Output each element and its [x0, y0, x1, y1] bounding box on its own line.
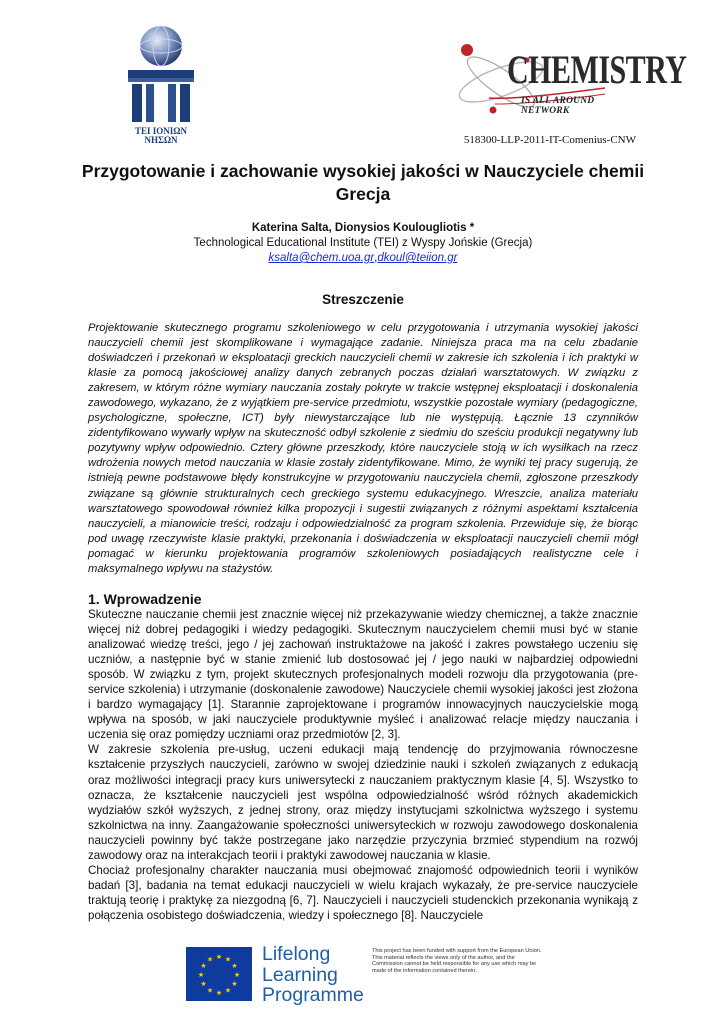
svg-text:★: ★ [231, 962, 238, 970]
intro-paragraph-1: Skuteczne nauczanie chemii jest znacznie więcej niż przekazywanie wiedzy chemicznej, a także znacznie więcej niż dobrej pedagogiki i wiedzy pedagogiki. Skutecznym nauczycielem chemii musi być w stanie analizować wiedzę treści, jego / jej zachowań instruktażowe na jakość i zakres powstałego uczeniu się uczniów, a następnie być w stanie zmienić lub dostosować jej / jego nauki w najbardziej odpowiedni sposób. W związku z tym, projekt skutecznych profesjonalnych modeli rozwoju dla przygotowania (pre-service szkolenia) i utrzymanie (doskonalenie zawodowe) Nauczyciele chemii wysokiej jakości jest złożona i bardzo wymagający [1]. Starannie zaprojektowane i programów innowacyjnych nauczycielskie mogą wpływa na sposób, w jaki nauczyciele produktywnie myśleć i analizować relacje między nauczania i uczenia się oraz pomiędzy uczniami oraz przedmiotów [2, 3]. [88, 608, 638, 742]
tei-emblem-icon [118, 24, 204, 124]
paper-title: Przygotowanie i zachowanie wysokiej jakości w Nauczyciele chemii Grecja [81, 161, 645, 204]
paper-authors: Katerina Salta, Dionysios Koulougliotis * [251, 222, 475, 234]
svg-text:★: ★ [224, 986, 232, 995]
llp-line-3: Programme [262, 984, 364, 1006]
author-emails [80, 252, 646, 264]
tei-logo-text: ΤΕΙ ΙΟΝΙΩΝ ΝΗΣΩΝ [135, 126, 187, 145]
llp-line-1: Lifelong [262, 943, 331, 965]
eu-funding-disclaimer: This project has been funded with support from the European Union. This material reflects the views only of the author, and the Commission cannot be held responsible for any use which may be made of the information contained therein. [372, 948, 542, 974]
svg-text:★: ★ [215, 989, 223, 997]
project-code: 518300-LLP-2011-IT-Comenius-CNW [463, 134, 636, 146]
lifelong-learning-programme-wordmark [262, 944, 364, 1006]
eu-flag-icon [186, 947, 252, 1001]
abstract-heading: Streszczenie [322, 292, 404, 307]
intro-paragraph-2: W zakresie szkolenia pre-usług, uczeni edukacji mają tendencję do przyjmowania równoczesne kształcenie przyszłych nauczycieli, zarówno w swojej dziedzinie nauki i szkoleń związanych z edukacją oraz możliwości integracji pracy kurs uniwersytecki z nauczaniem praktycznym klasie [4, 5]. Wszystko to oznacza, że kształcenie nauczycieli jest wspólna odpowiedzialność wśród różnych akademickich wydziałów szkół wyższych, z jednej strony, oraz między instytucjami szkolnictwa wyższego i systemu szkolnictwa na inny. Zaangażowanie społeczności uniwersyteckich w rozwoju zawodowego doskonalenia nauczycieli powinny być także postrzegane jako narzędzie przyczynia brzmieć stypendium na rozwój zawodowy oraz na interakcjach teorii i praktyki zawodowej nauczania w klasie. [88, 743, 638, 862]
llp-line-2: Learning [262, 963, 338, 986]
svg-text:★: ★ [206, 986, 214, 995]
chemistry-logo-subtitle: IS ALL AROUND NETWORK [521, 96, 595, 116]
email-link-salta[interactable]: ksalta@chem.uoa.gr [268, 252, 375, 264]
svg-text:★: ★ [233, 971, 241, 979]
svg-text:★: ★ [206, 955, 214, 964]
intro-paragraph-3: Chociaż profesjonalny charakter nauczania musi obejmować znajomość odpowiednich teorii i wyników badań [3], badania na temat edukacji nauczycieli w wielu krajach wykazały, że pre-service nauczyciele traktują teorię i praktykę za niezgodną [6, 7]. Nauczycieli i nauczycieli studenckich przekonania wynikają z połączenia osobistego doświadczenia, wiedzy i społecznego [8]. Nauczyciele [88, 863, 638, 922]
svg-text:★: ★ [197, 971, 205, 979]
abstract-text: Projektowanie skutecznego programu szkoleniowego w celu przygotowania i utrzymania wysokiej jakości nauczycieli chemii jest skomplikowane i wymagające zadanie. Niniejsza praca ma na celu zbadanie doświadczeń i przekonań w eksploatacji greckich nauczycieli chemii w zakresie ich szkolenia i ich praktyki w klasie za pomocą jakościowej analizy danych zebranych poczas działań warsztatowych. W związku z zakresem, w którym różne wymiary nauczania zostały pokryte w trakcie wstępnej eksploatacji i doskonalenia zawodowego, wykazano, że z wyjątkiem pre-service przedmiotu, wszystkie pozostałe wymiary (pedagogiczne, psychologiczne, społeczne, ICT) były niewystarczające lub nie występują. Łącznie 13 czynników zidentyfikowano wywarły wpływ na skuteczność odbył szkolenie z siedmiu do sześciu produkcji negatywny lub pozytywny wpływ odpowiednio. Cztery główne przeszkody, które nauczyciele stoją w ich wysiłkach na rzecz wdrożenia nowych metod nauczania w klasie zostały zidentyfikowane. Mimo, że wyniki tej pracy sugerują, że istnieją pewne podstawowe błędy konstrukcyjne w przygotowaniu nauczyciela chemii, zgłoszone przeszkody związane są głównie strukturalnych cech greckiego systemu edukacyjnego. Wreszcie, analiza materiału warsztatowego spowodował również kilka propozycji i sugestii związanych z różnymi aspektami kształcenia nauczycieli, a mianowicie treści, rodzaju i odpowiedzialność za program szkolenia. Przewiduje się, że biorąc pod uwagę rzeczywiste klasie praktyki, przekonania i doświadczenia w eksploatacji nauczycieli chemii mógł pomagać w kierunku projektowania programów szkoleniowych posiadających realistyczne cele i maksymalnego wpływu na stażystów. [88, 322, 638, 575]
email-link-koulougliotis[interactable]: dkoul@teiion.gr [377, 252, 458, 264]
email-separator: , [374, 252, 378, 264]
chemistry-logo-title: CHEMISTRY [507, 48, 687, 93]
svg-text:★: ★ [200, 962, 207, 970]
introduction-body [88, 607, 638, 923]
introduction-heading: 1. Wprowadzenie [88, 591, 202, 607]
svg-text:★: ★ [231, 980, 238, 988]
eu-flag-logo [186, 947, 252, 1001]
tei-ionian-logo [118, 24, 204, 146]
svg-text:★: ★ [200, 980, 207, 988]
svg-text:★: ★ [224, 955, 232, 964]
chemistry-network-logo [455, 38, 687, 122]
svg-text:★: ★ [215, 953, 223, 961]
paper-affiliation: Technological Educational Institute (TEI) z Wyspy Jońskie (Grecja) [193, 237, 533, 249]
